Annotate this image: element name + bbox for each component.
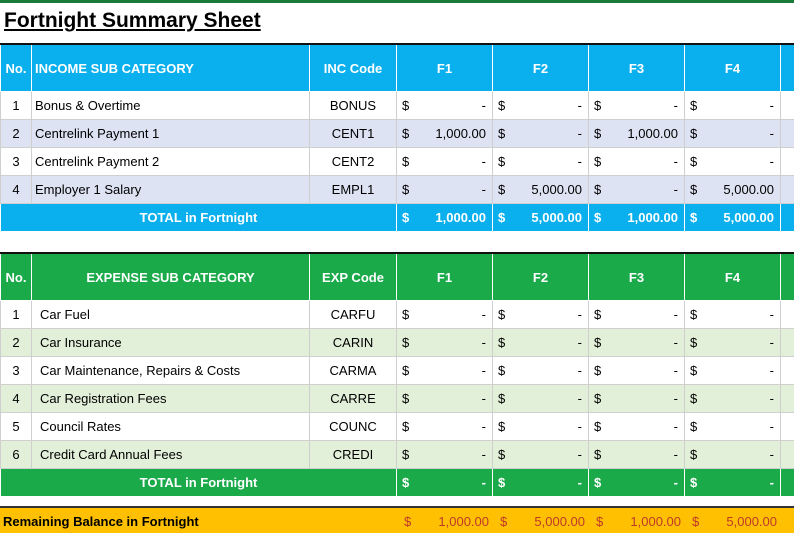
currency-symbol: $ bbox=[690, 307, 698, 322]
income-row-f3-value: - bbox=[673, 98, 678, 113]
income-row-f3-value: - bbox=[673, 182, 678, 197]
expense-f4-header[interactable]: F4 bbox=[685, 253, 781, 301]
currency-symbol: $ bbox=[402, 307, 410, 322]
expense-row-f4-value: - bbox=[769, 419, 774, 434]
income-row-code[interactable]: CENT1 bbox=[310, 120, 397, 148]
currency-symbol: $ bbox=[498, 98, 506, 113]
expense-table-row bbox=[1, 413, 794, 441]
income-no-header[interactable]: No. bbox=[1, 44, 32, 92]
expense-row-no[interactable]: 5 bbox=[1, 413, 32, 441]
expense-total-f4[interactable] bbox=[685, 469, 781, 497]
income-row-f3-value: - bbox=[673, 154, 678, 169]
currency-symbol: $ bbox=[594, 98, 602, 113]
income-table-row bbox=[1, 176, 794, 204]
expense-row-f3[interactable] bbox=[589, 357, 685, 385]
income-row-f2[interactable] bbox=[493, 176, 589, 204]
balance-f1-value: 1,000.00 bbox=[438, 514, 489, 529]
expense-row-f4-value: - bbox=[769, 363, 774, 378]
income-row-f2[interactable] bbox=[493, 120, 589, 148]
income-row-f3[interactable] bbox=[589, 92, 685, 120]
expense-row-f1-value: - bbox=[481, 391, 486, 406]
expense-row-f3-value: - bbox=[673, 307, 678, 322]
expense-total-label[interactable]: TOTAL in Fortnight bbox=[1, 469, 397, 497]
expense-total-f4-value: - bbox=[769, 475, 774, 490]
income-f2-header[interactable]: F2 bbox=[493, 44, 589, 92]
income-row-f2-value: 5,000.00 bbox=[531, 182, 582, 197]
expense-row-category[interactable]: Car Registration Fees bbox=[32, 385, 310, 413]
income-row-category[interactable]: Employer 1 Salary bbox=[32, 176, 310, 204]
income-row-f4-value: - bbox=[769, 126, 774, 141]
expense-total-f1-value: - bbox=[481, 475, 486, 490]
expense-row-code[interactable]: CARMA bbox=[310, 357, 397, 385]
expense-row-f2-value: - bbox=[577, 363, 582, 378]
income-total-f1[interactable] bbox=[397, 204, 493, 232]
income-row-f3[interactable] bbox=[589, 120, 685, 148]
income-total-f2[interactable] bbox=[493, 204, 589, 232]
income-row-f2-value: - bbox=[577, 154, 582, 169]
income-total-f4-value: 5,000.00 bbox=[723, 210, 774, 225]
currency-symbol: $ bbox=[692, 514, 700, 529]
currency-symbol: $ bbox=[498, 182, 506, 197]
income-table-row bbox=[1, 120, 794, 148]
currency-symbol: $ bbox=[402, 210, 410, 225]
expense-row-f4[interactable] bbox=[685, 357, 781, 385]
currency-symbol: $ bbox=[498, 335, 506, 350]
currency-symbol: $ bbox=[402, 475, 410, 490]
expense-total-row bbox=[1, 469, 794, 497]
balance-f4-value: 5,000.00 bbox=[726, 514, 777, 529]
balance-f2[interactable] bbox=[500, 514, 585, 529]
expense-table-row bbox=[1, 385, 794, 413]
expense-row-code[interactable]: CREDI bbox=[310, 441, 397, 469]
currency-symbol: $ bbox=[498, 447, 506, 462]
expense-row-f2[interactable] bbox=[493, 413, 589, 441]
currency-symbol: $ bbox=[690, 154, 698, 169]
currency-symbol: $ bbox=[690, 391, 698, 406]
income-row-f4[interactable] bbox=[685, 120, 781, 148]
income-row-code[interactable]: BONUS bbox=[310, 92, 397, 120]
currency-symbol: $ bbox=[594, 475, 602, 490]
income-table-row bbox=[1, 148, 794, 176]
balance-f2-value: 5,000.00 bbox=[534, 514, 585, 529]
income-row-f1[interactable] bbox=[397, 92, 493, 120]
balance-f3[interactable] bbox=[596, 514, 681, 529]
expense-no-header[interactable]: No. bbox=[1, 253, 32, 301]
income-row-no[interactable]: 1 bbox=[1, 92, 32, 120]
income-row-no[interactable]: 3 bbox=[1, 148, 32, 176]
expense-row-f2-value: - bbox=[577, 335, 582, 350]
currency-symbol: $ bbox=[594, 307, 602, 322]
expense-row-no[interactable]: 6 bbox=[1, 441, 32, 469]
currency-symbol: $ bbox=[402, 154, 410, 169]
income-row-f3-value: 1,000.00 bbox=[627, 126, 678, 141]
income-f3-header[interactable]: F3 bbox=[589, 44, 685, 92]
income-row-f1[interactable] bbox=[397, 120, 493, 148]
income-f4-header[interactable]: F4 bbox=[685, 44, 781, 92]
income-row-f4[interactable] bbox=[685, 148, 781, 176]
expense-total-f3-value: - bbox=[673, 475, 678, 490]
currency-symbol: $ bbox=[498, 475, 506, 490]
balance-f3-value: 1,000.00 bbox=[630, 514, 681, 529]
expense-row-f1[interactable] bbox=[397, 413, 493, 441]
expense-row-f1[interactable] bbox=[397, 441, 493, 469]
currency-symbol: $ bbox=[402, 182, 410, 197]
income-row-extra[interactable] bbox=[781, 148, 794, 176]
expense-total-f2-value: - bbox=[577, 475, 582, 490]
expense-row-f1[interactable] bbox=[397, 357, 493, 385]
currency-symbol: $ bbox=[402, 335, 410, 350]
expense-f1-header[interactable]: F1 bbox=[397, 253, 493, 301]
expense-row-code[interactable]: CARIN bbox=[310, 329, 397, 357]
expense-row-f2[interactable] bbox=[493, 357, 589, 385]
currency-symbol: $ bbox=[690, 210, 698, 225]
expense-total-f2[interactable] bbox=[493, 469, 589, 497]
currency-symbol: $ bbox=[594, 182, 602, 197]
income-total-f1-value: 1,000.00 bbox=[435, 210, 486, 225]
income-row-f4-value: - bbox=[769, 154, 774, 169]
currency-symbol: $ bbox=[402, 391, 410, 406]
expense-row-f4-value: - bbox=[769, 335, 774, 350]
income-row-f1[interactable] bbox=[397, 176, 493, 204]
income-row-f1-value: - bbox=[481, 182, 486, 197]
expense-f2-header[interactable]: F2 bbox=[493, 253, 589, 301]
expense-row-category[interactable]: Credit Card Annual Fees bbox=[32, 441, 310, 469]
expense-row-f1-value: - bbox=[481, 419, 486, 434]
currency-symbol: $ bbox=[594, 363, 602, 378]
income-category-header[interactable]: INCOME SUB CATEGORY bbox=[32, 44, 310, 92]
income-row-f4-value: 5,000.00 bbox=[723, 182, 774, 197]
income-row-f2[interactable] bbox=[493, 92, 589, 120]
income-row-f2-value: - bbox=[577, 98, 582, 113]
expense-row-f3[interactable] bbox=[589, 301, 685, 329]
expense-row-f2[interactable] bbox=[493, 329, 589, 357]
income-row-f2-value: - bbox=[577, 126, 582, 141]
expense-row-f3-value: - bbox=[673, 447, 678, 462]
currency-symbol: $ bbox=[690, 475, 698, 490]
remaining-balance-label[interactable]: Remaining Balance in Fortnight bbox=[3, 514, 199, 529]
currency-symbol: $ bbox=[594, 447, 602, 462]
currency-symbol: $ bbox=[690, 98, 698, 113]
expense-row-f4-value: - bbox=[769, 447, 774, 462]
income-row-category[interactable]: Bonus & Overtime bbox=[32, 92, 310, 120]
expense-row-f4[interactable] bbox=[685, 413, 781, 441]
income-row-no[interactable]: 2 bbox=[1, 120, 32, 148]
expense-total-f3[interactable] bbox=[589, 469, 685, 497]
expense-row-code[interactable]: CARRE bbox=[310, 385, 397, 413]
income-f1-header[interactable]: F1 bbox=[397, 44, 493, 92]
expense-row-f1-value: - bbox=[481, 363, 486, 378]
expense-row-extra[interactable] bbox=[781, 385, 794, 413]
income-row-category[interactable]: Centrelink Payment 1 bbox=[32, 120, 310, 148]
expense-table-row bbox=[1, 357, 794, 385]
expense-row-extra[interactable] bbox=[781, 413, 794, 441]
currency-symbol: $ bbox=[594, 126, 602, 141]
currency-symbol: $ bbox=[690, 419, 698, 434]
expense-total-f1[interactable] bbox=[397, 469, 493, 497]
income-row-code[interactable]: CENT2 bbox=[310, 148, 397, 176]
currency-symbol: $ bbox=[690, 335, 698, 350]
expense-row-f1-value: - bbox=[481, 335, 486, 350]
top-border bbox=[0, 0, 794, 3]
currency-symbol: $ bbox=[498, 154, 506, 169]
expense-row-f1-value: - bbox=[481, 447, 486, 462]
income-header-row bbox=[1, 44, 794, 92]
income-table-row bbox=[1, 92, 794, 120]
expense-row-f3[interactable] bbox=[589, 385, 685, 413]
expense-row-f2[interactable] bbox=[493, 301, 589, 329]
expense-row-f2[interactable] bbox=[493, 385, 589, 413]
expense-row-extra[interactable] bbox=[781, 301, 794, 329]
expense-category-header[interactable]: EXPENSE SUB CATEGORY bbox=[32, 253, 310, 301]
expense-row-f3-value: - bbox=[673, 363, 678, 378]
expense-row-f4[interactable] bbox=[685, 441, 781, 469]
expense-row-no[interactable]: 2 bbox=[1, 329, 32, 357]
expense-row-f3-value: - bbox=[673, 335, 678, 350]
expense-row-extra[interactable] bbox=[781, 357, 794, 385]
currency-symbol: $ bbox=[402, 447, 410, 462]
currency-symbol: $ bbox=[402, 98, 410, 113]
income-row-extra[interactable] bbox=[781, 176, 794, 204]
income-row-extra[interactable] bbox=[781, 92, 794, 120]
expense-row-f1-value: - bbox=[481, 307, 486, 322]
expense-row-f3-value: - bbox=[673, 391, 678, 406]
currency-symbol: $ bbox=[402, 126, 410, 141]
expense-row-f2-value: - bbox=[577, 447, 582, 462]
expense-table bbox=[0, 252, 794, 497]
income-total-label[interactable]: TOTAL in Fortnight bbox=[1, 204, 397, 232]
expense-row-f4[interactable] bbox=[685, 329, 781, 357]
expense-row-extra[interactable] bbox=[781, 441, 794, 469]
currency-symbol: $ bbox=[690, 363, 698, 378]
currency-symbol: $ bbox=[594, 419, 602, 434]
income-row-f4[interactable] bbox=[685, 176, 781, 204]
expense-row-f2[interactable] bbox=[493, 441, 589, 469]
income-total-row bbox=[1, 204, 794, 232]
income-row-f3[interactable] bbox=[589, 176, 685, 204]
currency-symbol: $ bbox=[594, 154, 602, 169]
expense-row-category[interactable]: Car Maintenance, Repairs & Costs bbox=[32, 357, 310, 385]
currency-symbol: $ bbox=[402, 363, 410, 378]
income-extra-header[interactable] bbox=[781, 44, 794, 92]
currency-symbol: $ bbox=[690, 182, 698, 197]
currency-symbol: $ bbox=[690, 126, 698, 141]
currency-symbol: $ bbox=[404, 514, 412, 529]
currency-symbol: $ bbox=[596, 514, 604, 529]
income-table bbox=[0, 43, 794, 232]
expense-row-f2-value: - bbox=[577, 307, 582, 322]
currency-symbol: $ bbox=[498, 210, 506, 225]
currency-symbol: $ bbox=[498, 419, 506, 434]
expense-row-no[interactable]: 1 bbox=[1, 301, 32, 329]
expense-extra-header[interactable] bbox=[781, 253, 794, 301]
balance-f1[interactable] bbox=[404, 514, 489, 529]
expense-row-no[interactable]: 3 bbox=[1, 357, 32, 385]
income-total-f3[interactable] bbox=[589, 204, 685, 232]
expense-row-extra[interactable] bbox=[781, 329, 794, 357]
expense-row-f3[interactable] bbox=[589, 413, 685, 441]
expense-row-code[interactable]: COUNC bbox=[310, 413, 397, 441]
currency-symbol: $ bbox=[402, 419, 410, 434]
expense-total-extra[interactable] bbox=[781, 469, 794, 497]
expense-table-row bbox=[1, 329, 794, 357]
income-total-f4[interactable] bbox=[685, 204, 781, 232]
expense-code-header[interactable]: EXP Code bbox=[310, 253, 397, 301]
income-row-f1[interactable] bbox=[397, 148, 493, 176]
expense-row-f1[interactable] bbox=[397, 301, 493, 329]
expense-row-category[interactable]: Car Insurance bbox=[32, 329, 310, 357]
currency-symbol: $ bbox=[498, 363, 506, 378]
income-row-f1-value: 1,000.00 bbox=[435, 126, 486, 141]
expense-table-row bbox=[1, 441, 794, 469]
income-row-extra[interactable] bbox=[781, 120, 794, 148]
balance-f4[interactable] bbox=[692, 514, 777, 529]
income-row-category[interactable]: Centrelink Payment 2 bbox=[32, 148, 310, 176]
income-row-f4-value: - bbox=[769, 98, 774, 113]
income-total-extra[interactable] bbox=[781, 204, 794, 232]
expense-row-no[interactable]: 4 bbox=[1, 385, 32, 413]
currency-symbol: $ bbox=[690, 447, 698, 462]
expense-row-f3-value: - bbox=[673, 419, 678, 434]
expense-row-f2-value: - bbox=[577, 391, 582, 406]
income-row-f2[interactable] bbox=[493, 148, 589, 176]
expense-row-f2-value: - bbox=[577, 419, 582, 434]
income-code-header[interactable]: INC Code bbox=[310, 44, 397, 92]
expense-row-f3[interactable] bbox=[589, 441, 685, 469]
income-row-f4[interactable] bbox=[685, 92, 781, 120]
expense-row-code[interactable]: CARFU bbox=[310, 301, 397, 329]
remaining-balance-row bbox=[0, 506, 794, 533]
expense-row-category[interactable]: Car Fuel bbox=[32, 301, 310, 329]
income-total-f2-value: 5,000.00 bbox=[531, 210, 582, 225]
expense-f3-header[interactable]: F3 bbox=[589, 253, 685, 301]
income-row-code[interactable]: EMPL1 bbox=[310, 176, 397, 204]
expense-row-f4-value: - bbox=[769, 391, 774, 406]
income-row-f1-value: - bbox=[481, 98, 486, 113]
currency-symbol: $ bbox=[498, 126, 506, 141]
currency-symbol: $ bbox=[500, 514, 508, 529]
expense-header-row bbox=[1, 253, 794, 301]
expense-row-f4[interactable] bbox=[685, 385, 781, 413]
currency-symbol: $ bbox=[498, 307, 506, 322]
income-total-f3-value: 1,000.00 bbox=[627, 210, 678, 225]
currency-symbol: $ bbox=[594, 335, 602, 350]
currency-symbol: $ bbox=[498, 391, 506, 406]
expense-table-row bbox=[1, 301, 794, 329]
currency-symbol: $ bbox=[594, 391, 602, 406]
income-row-no[interactable]: 4 bbox=[1, 176, 32, 204]
expense-row-f3[interactable] bbox=[589, 329, 685, 357]
expense-row-f4-value: - bbox=[769, 307, 774, 322]
currency-symbol: $ bbox=[594, 210, 602, 225]
expense-row-category[interactable]: Council Rates bbox=[32, 413, 310, 441]
expense-row-f4[interactable] bbox=[685, 301, 781, 329]
income-row-f1-value: - bbox=[481, 154, 486, 169]
income-row-f3[interactable] bbox=[589, 148, 685, 176]
sheet-title: Fortnight Summary Sheet bbox=[4, 9, 261, 32]
expense-row-f1[interactable] bbox=[397, 385, 493, 413]
expense-row-f1[interactable] bbox=[397, 329, 493, 357]
